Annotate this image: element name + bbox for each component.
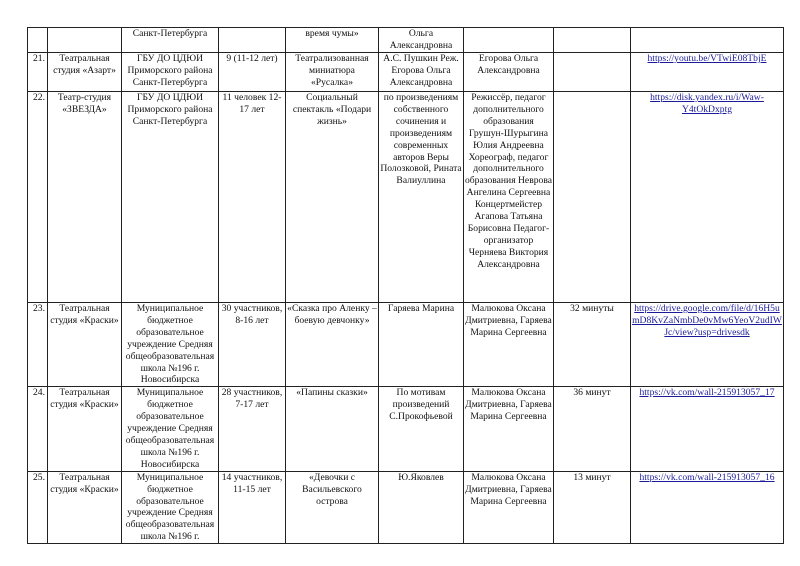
- performances-table: [27, 27, 784, 544]
- row-number: 21.: [28, 53, 48, 92]
- video-link-cell: [631, 471, 784, 543]
- performance-title: «Папины сказки»: [286, 387, 379, 471]
- author: Ольга Александровна: [379, 28, 464, 53]
- video-link[interactable]: https://youtu.be/VTwiE08TbjE: [647, 53, 767, 64]
- director: Малюкова Оксана Дмитриевна, Гаряева Марина Сергеевна: [464, 303, 554, 387]
- performance-title: «Сказка про Аленку – боевую девчонку»: [286, 303, 379, 387]
- row-number: 25.: [28, 471, 48, 543]
- director: [464, 28, 554, 53]
- performance-title: время чумы»: [286, 28, 379, 53]
- performance-title: Театрализованная миниатюра «Русалка»: [286, 53, 379, 92]
- video-link-cell: [631, 92, 784, 303]
- table-row: [28, 92, 784, 303]
- participants: [219, 28, 286, 53]
- video-link[interactable]: https://vk.com/wall-215913057_17: [639, 387, 775, 399]
- duration: [554, 92, 631, 303]
- row-number: [28, 28, 48, 53]
- studio-name: Театр-студия «ЗВЕЗДА»: [48, 92, 122, 303]
- table-row: [28, 28, 784, 53]
- table-row: [28, 471, 784, 543]
- studio-name: Театральная студия «Краски»: [48, 471, 122, 543]
- organization: Санкт-Петербурга: [122, 28, 219, 53]
- organization: Муниципальное бюджетное образовательное учреждение Средняя общеобразовательная школа №196 г. Новосибирска: [122, 303, 219, 387]
- author: А.С. Пушкин Реж. Егорова Ольга Александровна: [379, 53, 464, 92]
- row-number: 24.: [28, 387, 48, 471]
- video-link-cell: [631, 387, 784, 471]
- table-row: [28, 387, 784, 471]
- performance-title: Социальный спектакль «Подари жизнь»: [286, 92, 379, 303]
- duration: [554, 28, 631, 53]
- participants: 14 участников, 11-15 лет: [219, 471, 286, 543]
- studio-name: Театральная студия «Азарт»: [48, 53, 122, 92]
- studio-name: [48, 28, 122, 53]
- organization: Муниципальное бюджетное образовательное учреждение Средняя общеобразовательная школа №196 г. Новосибирска: [122, 387, 219, 471]
- row-number: 23.: [28, 303, 48, 387]
- studio-name: Театральная студия «Краски»: [48, 387, 122, 471]
- video-link[interactable]: https://vk.com/wall-215913057_16: [639, 471, 775, 483]
- participants: 11 человек 12-17 лет: [219, 92, 286, 303]
- duration: 13 минут: [554, 471, 631, 543]
- table-row: [28, 303, 784, 387]
- organization: ГБУ ДО ЦДЮИ Приморского района Санкт-Петербурга: [122, 92, 219, 303]
- video-link-cell: [631, 53, 784, 92]
- author: по произведениям собственного сочинения и произведениям современных авторов Веры Полозковой, Рината Валиуллина: [379, 92, 464, 303]
- participants: 28 участников, 7-17 лет: [219, 387, 286, 471]
- director: Егорова Ольга Александровна: [464, 53, 554, 92]
- author: По мотивам произведений С.Прокофьевой: [379, 387, 464, 471]
- author: Гаряева Марина: [379, 303, 464, 387]
- table-row: [28, 53, 784, 92]
- duration: 36 минут: [554, 387, 631, 471]
- director: Малюкова Оксана Дмитриевна, Гаряева Марина Сергеевна: [464, 387, 554, 471]
- video-link-cell: [631, 28, 784, 53]
- performance-title: «Девочки с Васильевского острова: [286, 471, 379, 543]
- video-link[interactable]: https://drive.google.com/file/d/16H5umD8KvZaNmbDe0vMw6YeoV2udIWJc/view?usp=drivesdk: [632, 303, 782, 338]
- author: Ю.Яковлев: [379, 471, 464, 543]
- director: Малюкова Оксана Дмитриевна, Гаряева Марина Сергеевна: [464, 471, 554, 543]
- participants: 9 (11-12 лет): [219, 53, 286, 92]
- director: Режиссёр, педагог дополнительного образования Грушун-Шурыгина Юлия Андреевна Хореограф, педагог дополнительного образования Неврова Ангелина Сергеевна Концертмейстер Агапова Татьяна Борисовна Педагог-организатор Черняева Виктория Александровна: [464, 92, 554, 303]
- duration: [554, 53, 631, 92]
- duration: 32 минуты: [554, 303, 631, 387]
- studio-name: Театральная студия «Краски»: [48, 303, 122, 387]
- video-link-cell: [631, 303, 784, 387]
- organization: ГБУ ДО ЦДЮИ Приморского района Санкт-Петербурга: [122, 53, 219, 92]
- participants: 30 участников, 8-16 лет: [219, 303, 286, 387]
- organization: Муниципальное бюджетное образовательное учреждение Средняя общеобразовательная школа №196 г.: [122, 471, 219, 543]
- video-link[interactable]: https://disk.yandex.ru/i/Waw-Y4tOkDxptg: [650, 92, 764, 115]
- row-number: 22.: [28, 92, 48, 303]
